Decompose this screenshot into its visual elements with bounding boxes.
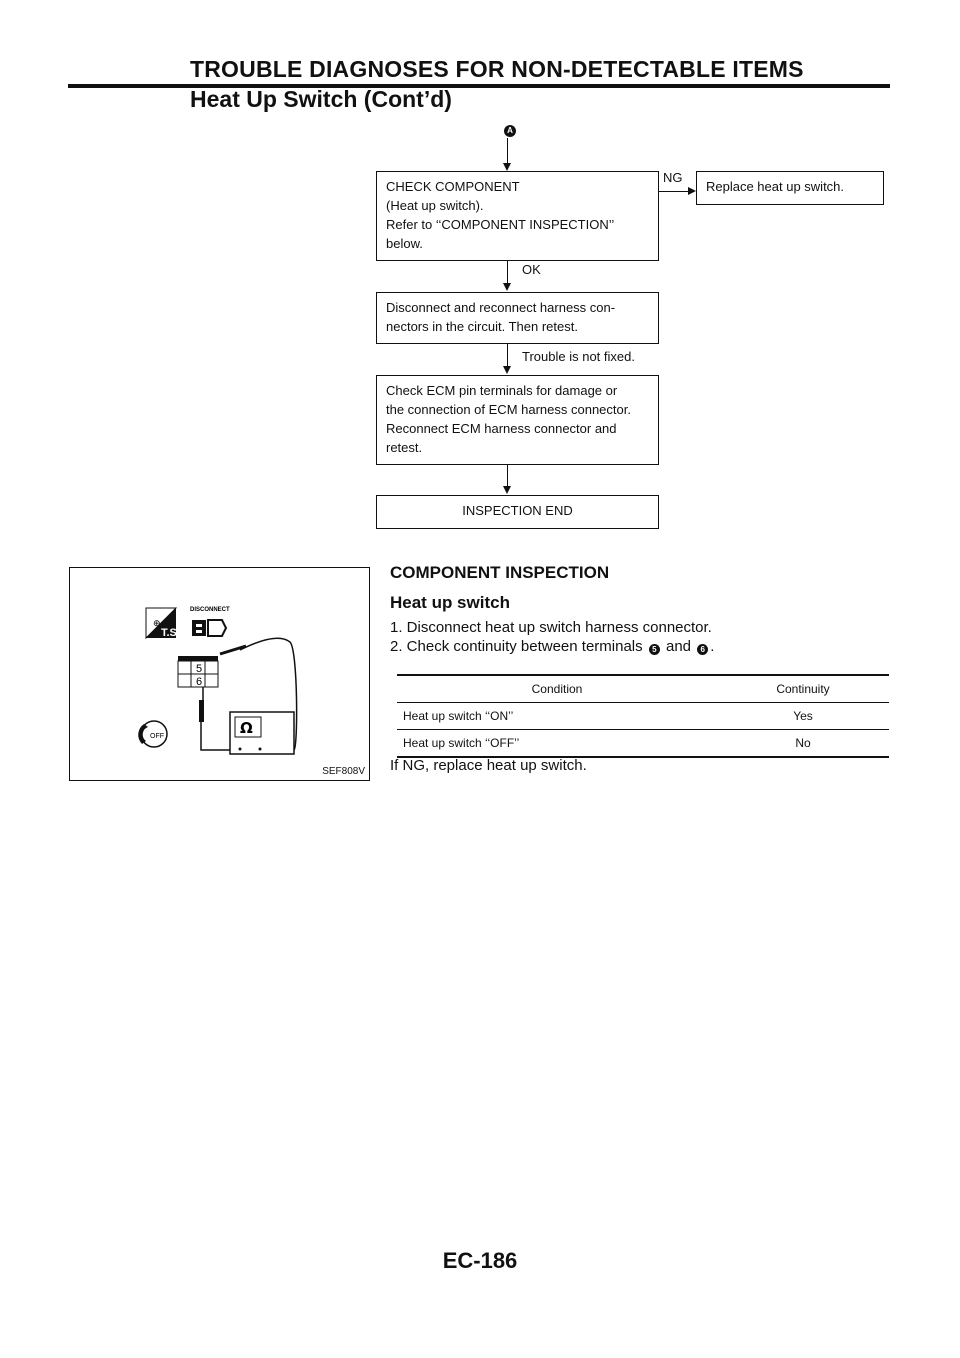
- ts-label: T.S.: [161, 627, 180, 639]
- ng-label: NG: [663, 170, 683, 185]
- terminal-5-icon: 5: [649, 644, 660, 655]
- disconnect-label: DISCONNECT: [190, 607, 230, 613]
- component-inspection-heading: COMPONENT INSPECTION: [390, 563, 610, 582]
- section-title: TROUBLE DIAGNOSES FOR NON-DETECTABLE ITEMS: [190, 56, 804, 82]
- terminal-6-label: 6: [196, 676, 203, 688]
- table-row: [397, 703, 889, 730]
- heat-up-switch-subheading: Heat up switch: [390, 593, 510, 612]
- continuity-cell: No: [795, 736, 811, 750]
- terminal-grid: [178, 656, 218, 688]
- column-header-condition: Condition: [531, 682, 583, 696]
- page-number: EC-186: [442, 1248, 518, 1273]
- step2-line: nectors in the circuit. Then retest.: [386, 319, 578, 334]
- step1-line: (Heat up switch).: [386, 198, 484, 213]
- step-check-ecm-terminals: [376, 375, 659, 465]
- arrow-down-icon: [503, 283, 511, 291]
- step3-line: Check ECM pin terminals for damage or: [386, 383, 618, 398]
- step2-text: 2. Check continuity between terminals: [390, 638, 643, 655]
- condition-cell: Heat up switch ‘‘ON’’: [403, 709, 514, 723]
- not-fixed-label: Trouble is not fixed.: [522, 349, 635, 364]
- ng-connector-line: [659, 191, 688, 192]
- ng-note: If NG, replace heat up switch.: [390, 757, 587, 774]
- step1-line: Refer to ‘‘COMPONENT INSPECTION’’: [386, 217, 615, 232]
- connector-line: [507, 261, 508, 284]
- ohm-symbol: Ω: [240, 719, 253, 737]
- ignition-key-icon: [138, 721, 167, 747]
- step2-and: and: [665, 638, 692, 655]
- svg-text:⊕: ⊕: [153, 619, 161, 629]
- step3-line: retest.: [386, 440, 423, 455]
- table-header-row: [397, 675, 889, 703]
- arrow-down-icon: [503, 486, 511, 494]
- inspection-step-1: 1. Disconnect heat up switch harness connector.: [390, 619, 712, 636]
- step3-line: the connection of ECM harness connector.: [386, 402, 631, 417]
- ohmmeter-icon: [230, 712, 294, 754]
- arrow-right-icon: [688, 187, 696, 195]
- column-header-continuity: Continuity: [776, 682, 830, 696]
- step3-line: Reconnect ECM harness connector and: [386, 421, 617, 436]
- figure-code: SEF808V: [322, 766, 365, 777]
- arrow-down-icon: [503, 163, 511, 171]
- step2-line: Disconnect and reconnect harness con-: [386, 300, 616, 315]
- tester-icon: [146, 608, 180, 639]
- section-subtitle: Heat Up Switch (Cont’d): [190, 86, 452, 112]
- test-diagram-figure: [69, 567, 370, 781]
- continuity-test-illustration: [70, 568, 369, 780]
- connector-icon: [192, 620, 226, 636]
- ok-label: OK: [522, 262, 541, 277]
- flow-ref-marker: [502, 123, 518, 137]
- connector-line: [507, 344, 508, 367]
- terminal-6-icon: 6: [697, 644, 708, 655]
- continuity-cell: Yes: [793, 709, 813, 723]
- table-row: [397, 730, 889, 758]
- step2-period: .: [710, 638, 715, 655]
- condition-cell: Heat up switch ‘‘OFF’’: [403, 736, 520, 750]
- step1-line: below.: [386, 236, 423, 251]
- step1-line: CHECK COMPONENT: [386, 179, 520, 194]
- connector-line: [507, 465, 508, 487]
- step-check-component: [376, 171, 659, 261]
- inspection-step-2: [390, 638, 714, 655]
- connector-line: [507, 138, 508, 164]
- ref-circle-icon: A: [504, 125, 516, 137]
- terminal-5-label: 5: [196, 663, 203, 675]
- inspection-end-label: INSPECTION END: [462, 503, 573, 518]
- ng-action-text: Replace heat up switch.: [706, 179, 845, 194]
- continuity-table: [397, 674, 889, 758]
- key-off-label: OFF: [150, 733, 164, 740]
- inspection-end-box: [376, 495, 659, 529]
- step-reconnect-harness: [376, 292, 659, 344]
- arrow-down-icon: [503, 366, 511, 374]
- ng-action-box: [696, 171, 884, 205]
